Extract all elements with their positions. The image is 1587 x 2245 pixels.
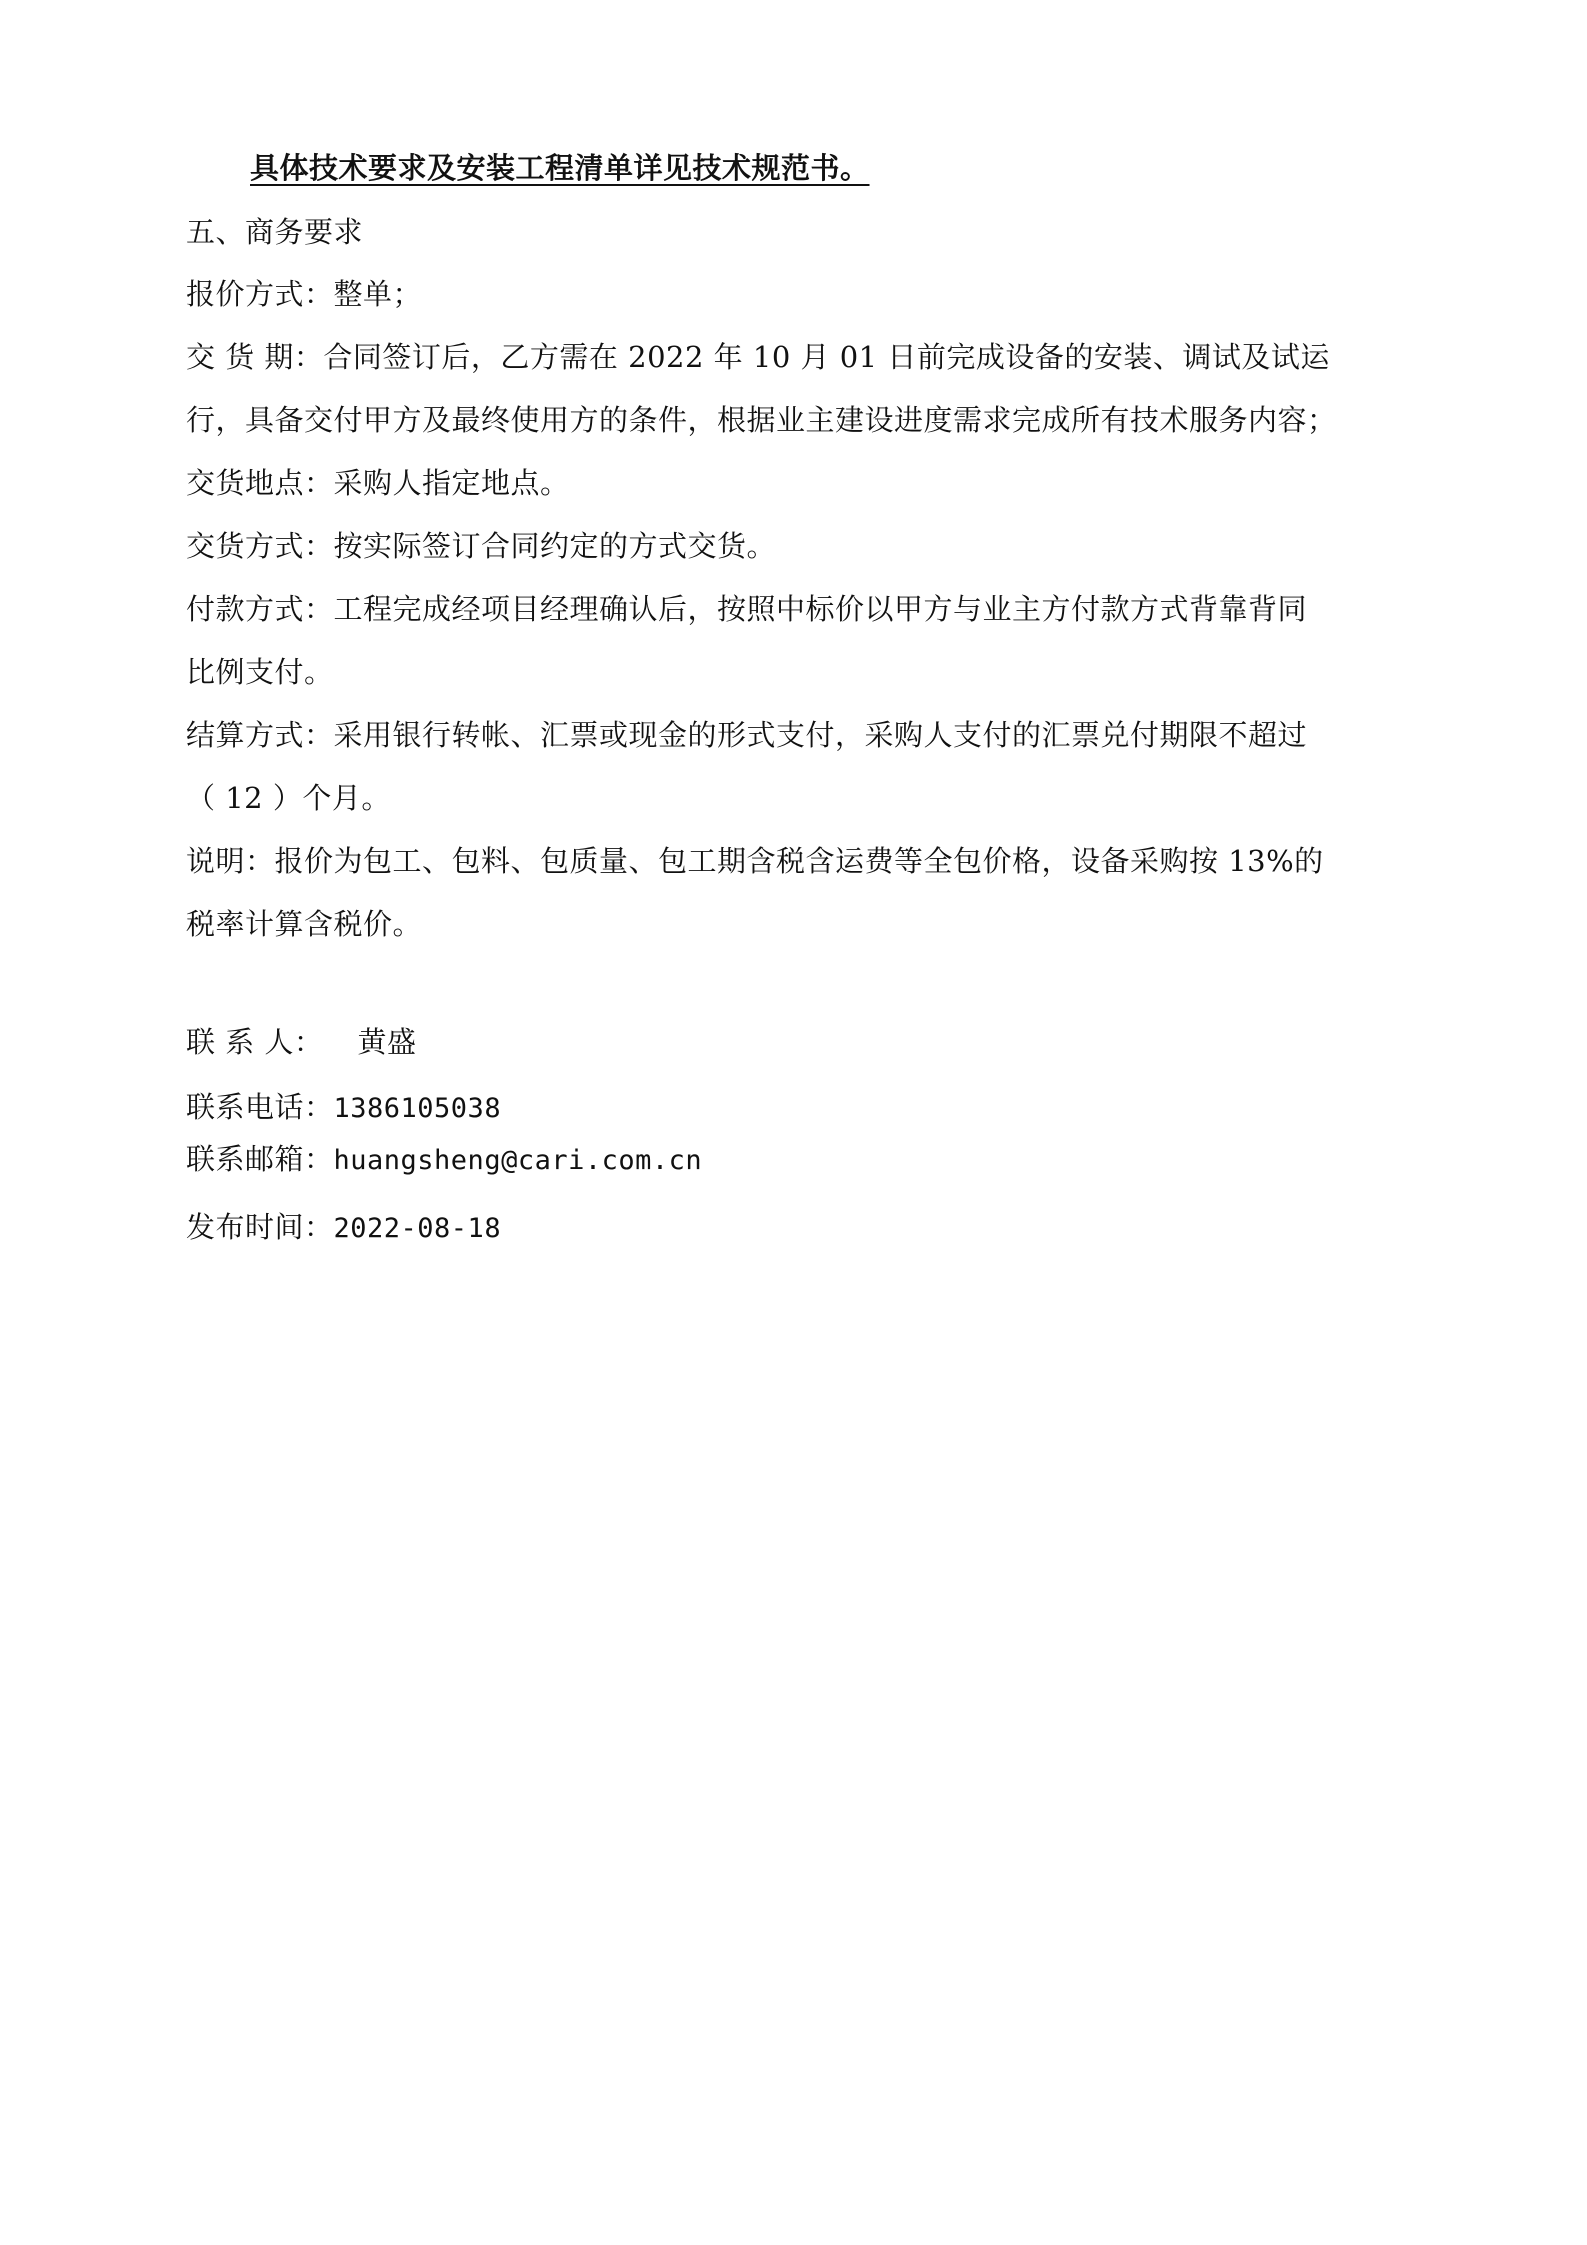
contact-phone-label: 联系电话： bbox=[186, 1090, 334, 1124]
tech-spec-note: 具体技术要求及安装工程清单详见技术规范书。 bbox=[250, 151, 870, 185]
contact-email-row bbox=[186, 1139, 702, 1181]
delivery-place: 交货地点：采购人指定地点。 bbox=[186, 466, 570, 500]
delivery-period-line-1: 交 货 期：合同签订后，乙方需在 2022 年 10 月 01 日前完成设备的安装、调试及试运 bbox=[186, 340, 1330, 374]
contact-email-value: huangsheng@cari.com.cn bbox=[333, 1145, 703, 1176]
note-line-2: 税率计算含税价。 bbox=[186, 907, 423, 941]
settlement-method-line-2: （ 12 ）个月。 bbox=[186, 781, 391, 815]
contact-person-row bbox=[186, 1022, 416, 1062]
delivery-method: 交货方式：按实际签订合同约定的方式交货。 bbox=[186, 529, 777, 563]
delivery-period-line-2: 行，具备交付甲方及最终使用方的条件，根据业主建设进度需求完成所有技术服务内容； bbox=[186, 403, 1337, 437]
note-line-1: 说明：报价为包工、包料、包质量、包工期含税含运费等全包价格，设备采购按 13%的 bbox=[186, 844, 1324, 878]
quote-method: 报价方式：整单； bbox=[186, 277, 423, 311]
contact-email-label: 联系邮箱： bbox=[186, 1142, 334, 1176]
settlement-method-line-1: 结算方式：采用银行转帐、汇票或现金的形式支付，采购人支付的汇票兑付期限不超过 bbox=[186, 718, 1308, 752]
contact-person-name: 黄盛 bbox=[357, 1025, 417, 1059]
contact-person-label: 联 系 人： bbox=[186, 1025, 324, 1059]
section-title-business-requirements: 五、商务要求 bbox=[186, 215, 364, 249]
payment-method-line-1: 付款方式：工程完成经项目经理确认后，按照中标价以甲方与业主方付款方式背靠背同 bbox=[186, 592, 1308, 626]
contact-phone-value: 1386105038 bbox=[333, 1093, 502, 1124]
publish-date-label: 发布时间： bbox=[186, 1210, 334, 1244]
contact-phone-row bbox=[186, 1087, 501, 1129]
payment-method-line-2: 比例支付。 bbox=[186, 655, 334, 689]
publish-date-row bbox=[186, 1207, 501, 1249]
publish-date-value: 2022-08-18 bbox=[333, 1213, 502, 1244]
